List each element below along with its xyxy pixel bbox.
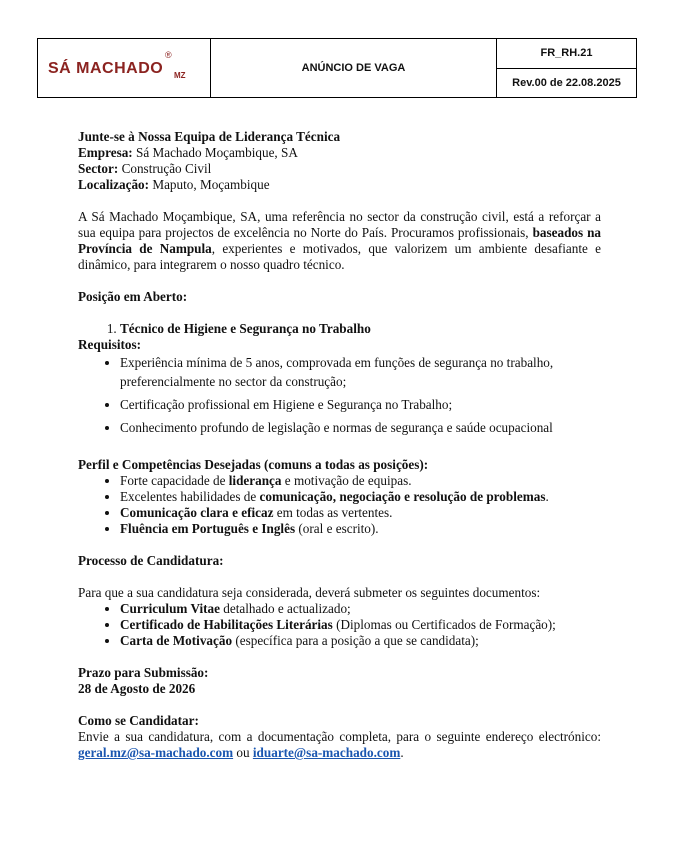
requirement-item: • Certificação profissional em Higiene e Segurança no Trabalho;: [120, 395, 601, 414]
positions-list: [78, 321, 601, 337]
document-meta: [497, 39, 636, 97]
sector-value: Construção Civil: [118, 161, 212, 176]
intro-block: [78, 129, 601, 193]
company-value: Sá Machado Moçambique, SA: [132, 145, 298, 160]
sector-label: Sector:: [78, 161, 119, 176]
location-label: Localização:: [78, 177, 150, 192]
document-item: • Carta de Motivação (específica para a posição a que se candidata);: [120, 633, 601, 649]
requirement-item: • Experiência mínima de 5 anos, comprovada em funções de segurança no trabalho, preferencialmente no sector da construção;: [120, 353, 601, 391]
location-value: Maputo, Moçambique: [149, 177, 270, 192]
profile-item: • Excelentes habilidades de comunicação, negociação e resolução de problemas.: [120, 489, 601, 505]
email-link-geral[interactable]: geral.mz@sa-machado.com: [78, 745, 234, 760]
document-body: [78, 129, 601, 761]
profile-item: • Forte capacidade de liderança e motivação de equipas.: [120, 473, 601, 489]
document-revision: Rev.00 de 22.08.2025: [512, 76, 621, 89]
document-code: FR_RH.21: [497, 39, 636, 69]
logo-registered-mark: ®: [165, 50, 172, 60]
deadline-date: 28 de Agosto de 2026: [78, 681, 196, 696]
positions-heading: Posição em Aberto:: [78, 289, 188, 304]
company-description: A Sá Machado Moçambique, SA, uma referência no sector da construção civil, está a reforçar a sua equipa para projectos de excelência no Norte do País. Procuramos profissionais, baseados na Província de Nampula, experientes e motivados, que valorizem um ambiente desafiante e dinâmico, para integrarem o nosso quadro técnico.: [78, 209, 602, 272]
profile-heading: Perfil e Competências Desejadas (comuns a todas as posições):: [78, 457, 429, 472]
deadline-heading: Prazo para Submissão:: [78, 665, 209, 680]
document-header: [37, 38, 637, 98]
profile-item: • Comunicação clara e eficaz em todas as vertentes.: [120, 505, 601, 521]
apply-text: Envie a sua candidatura, com a documentação completa, para o seguinte endereço electrónico: geral.mz@sa-machado.com ou iduarte@sa-machado.com.: [78, 729, 601, 760]
document-item: • Certificado de Habilitações Literárias (Diplomas ou Certificados de Formação);: [120, 617, 601, 633]
process-heading: Processo de Candidatura:: [78, 553, 224, 568]
company-logo: [38, 39, 211, 97]
documents-list: [78, 601, 601, 649]
document-item: • Curriculum Vitae detalhado e actualizado;: [120, 601, 601, 617]
requirement-item: • Conhecimento profundo de legislação e normas de segurança e saúde ocupacional: [120, 418, 601, 437]
position-item: 1. Técnico de Higiene e Segurança no Trabalho: [120, 321, 601, 337]
profile-list: [78, 473, 601, 537]
apply-heading: Como se Candidatar:: [78, 713, 199, 728]
profile-item: • Fluência em Português e Inglês (oral e escrito).: [120, 521, 601, 537]
company-label: Empresa:: [78, 145, 133, 160]
document-title: ANÚNCIO DE VAGA: [211, 39, 497, 97]
process-text: Para que a sua candidatura seja considerada, deverá submeter os seguintes documentos:: [78, 585, 541, 600]
logo-country-suffix: MZ: [174, 71, 186, 80]
requirements-list: [78, 353, 601, 437]
intro-heading: Junte-se à Nossa Equipa de Liderança Técnica: [78, 129, 341, 144]
logo-text: SÁ MACHADO: [48, 60, 164, 77]
requirements-heading: Requisitos:: [78, 337, 142, 352]
email-link-iduarte[interactable]: iduarte@sa-machado.com: [252, 745, 401, 760]
